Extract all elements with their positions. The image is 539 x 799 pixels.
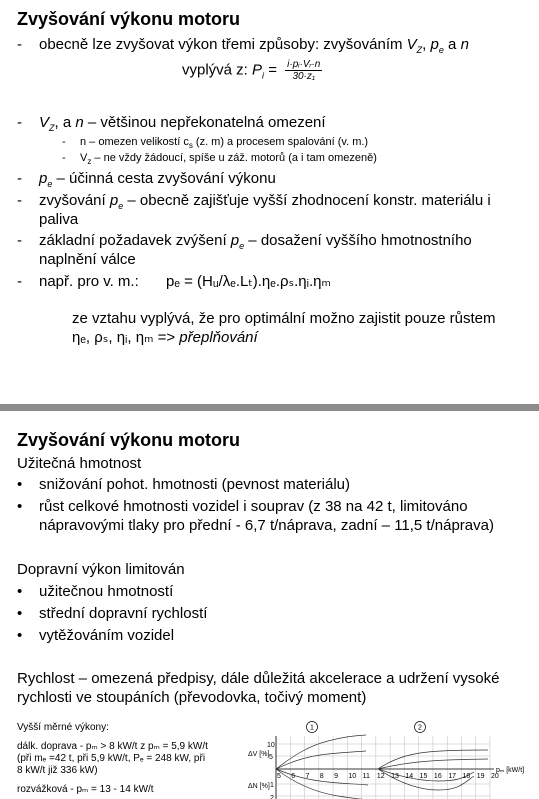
bullet-1-text: obecně lze zvyšovat výkon třemi způsoby: zvyšováním xyxy=(39,36,407,53)
var-pe-sub: e xyxy=(118,201,124,211)
x-tick-label: 17 xyxy=(448,773,456,780)
marker-label: 1 xyxy=(310,724,314,732)
x-tick-label: 12 xyxy=(376,773,385,780)
x-tick-label: 10 xyxy=(348,773,357,780)
var-pe-sub: e xyxy=(438,45,444,55)
dash-marker: - xyxy=(17,114,22,131)
bullet-marker: • xyxy=(17,583,23,600)
sub-2-text: V xyxy=(80,152,88,164)
x-tick-label: 18 xyxy=(462,773,471,780)
lower-y-label: ΔN [%] xyxy=(248,783,270,790)
power-formula xyxy=(182,59,322,82)
series-line xyxy=(276,751,366,769)
var-vz: V xyxy=(406,36,417,53)
bullet-6-text: např. pro v. m.: xyxy=(39,273,139,290)
y-tick-label: 10 xyxy=(267,742,275,749)
section-1-title: Užitečná hmotnost xyxy=(17,455,142,472)
x-tick-label: 7 xyxy=(305,773,310,780)
var-vz-sub: Z xyxy=(49,123,55,133)
list-item-text: růst celkové hmotnosti vozidel i souprav (z 38 na 42 t, limitováno xyxy=(39,498,468,515)
var-pe: p xyxy=(230,232,240,249)
var-pe-sub: e xyxy=(47,179,53,189)
var-pe: p xyxy=(39,170,48,187)
x-tick-label: 8 xyxy=(319,773,324,780)
dash-marker: - xyxy=(17,170,22,187)
y-tick-label: 2 xyxy=(270,795,274,799)
x-tick-label: 6 xyxy=(291,773,296,780)
small-line-1: dálk. doprava - pₘ > 8 kW/t z pₘ = 5,9 kW/t xyxy=(17,741,208,752)
section-2-title: Dopravní výkon limitován xyxy=(17,561,185,578)
bullet-marker: • xyxy=(17,476,23,493)
small-title: Vyšší měrné výkony: xyxy=(17,722,109,733)
y-tick-label: 5 xyxy=(269,754,273,761)
x-tick-label: 15 xyxy=(419,773,428,780)
x-tick-label: 19 xyxy=(476,773,485,780)
y-tick-label: 1 xyxy=(270,782,274,789)
bullet-5-continued: naplnění válce xyxy=(39,251,136,268)
list-item-text: vytěžováním vozidel xyxy=(39,627,175,644)
slide-divider xyxy=(0,404,539,411)
formula-numerator: i·pᵢ·Vᵣ·n xyxy=(287,59,321,70)
dash-marker: - xyxy=(17,36,22,53)
bullet-4-continued: paliva xyxy=(39,211,79,228)
var-n: n xyxy=(460,36,469,53)
formula-lhs: P xyxy=(252,61,263,79)
formula-denominator: 30·z₁ xyxy=(292,71,316,82)
conclusion xyxy=(72,309,496,328)
sub-1-rest: (z. m) a procesem spalování (v. m.) xyxy=(192,136,369,148)
x-axis-label: pₘ [kW/t] xyxy=(496,767,525,774)
bullet-marker: • xyxy=(17,605,23,622)
conclusion-line-2: ηₑ, ρₛ, ηᵢ, ηₘ => xyxy=(72,329,180,346)
formula-eq: = xyxy=(264,61,282,79)
conclusion-2 xyxy=(72,328,258,347)
formula-fraction xyxy=(285,59,322,82)
var-pe: p xyxy=(430,36,439,53)
bullet-5-text: základní požadavek zvýšení xyxy=(39,232,231,249)
formula-lhs-sub: i xyxy=(262,70,265,81)
sub-1-sub: s xyxy=(188,141,193,151)
bullet-marker: • xyxy=(17,627,23,644)
power-chart xyxy=(248,714,538,799)
x-tick-label: 9 xyxy=(334,773,338,780)
bullet-marker: • xyxy=(17,498,23,515)
small-line-4: rozvážková - pₘ = 13 - 14 kW/t xyxy=(17,784,154,795)
dash-marker: - xyxy=(17,273,22,290)
bullet-5-rest: – dosažení vyššího hmotnostního xyxy=(244,232,472,249)
bullet-4-text: zvyšování xyxy=(39,192,110,209)
slide-2 xyxy=(0,411,539,799)
bullet-3-text: – účinná cesta zvyšování výkonu xyxy=(52,170,276,187)
x-tick-label: 16 xyxy=(433,773,442,780)
x-tick-label: 14 xyxy=(405,773,414,780)
var-n: n xyxy=(75,114,84,131)
list-item-text: střední dopravní rychlostí xyxy=(39,605,208,622)
x-tick-label: 11 xyxy=(362,773,370,780)
var-vz: V xyxy=(39,114,50,131)
marker-label: 2 xyxy=(418,724,422,732)
sub-2-sub: z xyxy=(87,157,92,167)
and-text: a xyxy=(443,36,461,53)
bullet-2-text: – většinou nepřekonatelná omezení xyxy=(83,114,326,131)
conclusion-emphasis: přeplňování xyxy=(179,329,258,346)
x-tick-label: 20 xyxy=(491,773,499,780)
slide-1: Zvyšování výkonu motoru - obecně lze zvyšovat výkon třemi způsoby: zvyšováním $V_Z$, $p_e$ a n vyplývá z: $P_i$ = $\frac{\text{i·pᵢ·Vᵣ·n}}{\text{30·z₁}}$ - $V_Z$, a n – většinou nepřekonatelná omezení - n – omezen velikostí $c_s$ (z. m) a procesem spalování (v. m.) - $V_z$ – ne vždy žádoucí, spíše u záž. motorů (a i tam omezeně) - $p_e$ – účinná cesta zvyšování výkonu - zvyšování $p_e$ – obecně zajišťuje vyšší zhodnocení konstr. materiálu i paliva - základní požadavek zvýšení $p_e$ – dosažení vyššího hmotnostního naplnění válce - např. pro v. m.: pₑ = (Hᵤ/λₑ.Lₜ).ηₑ.ρₛ.ηᵢ.ηₘ ze vztahu vyplývá, že pro optimální možno zajistit pouze růstem ηₑ, ρₛ, ηᵢ, ηₘ => přeplňování xyxy=(0,0,539,404)
var-vz-sub: Z xyxy=(416,45,423,55)
dash-marker: - xyxy=(62,136,66,148)
small-line-2: (při mₑ =42 t, při 5,9 kW/t, Pₑ = 248 kW, při xyxy=(17,753,206,764)
x-tick-label: 5 xyxy=(277,773,281,780)
var-pe: p xyxy=(109,192,119,209)
x-tick-label: 13 xyxy=(391,773,399,780)
dash-marker: - xyxy=(62,152,66,164)
bullet-4-rest: – obecně zajišťuje vyšší zhodnocení konstr. materiálu i xyxy=(123,192,491,209)
conclusion-line-1: ze vztahu vyplývá, že pro optimální možno zajistit pouze růstem xyxy=(72,310,496,327)
sub-2-rest: – ne vždy žádoucí, spíše u záž. motorů (a i tam omezeně) xyxy=(91,152,377,164)
slide-1-title: Zvyšování výkonu motoru xyxy=(17,9,241,29)
var-pe-sub: e xyxy=(239,241,245,251)
chart-labels xyxy=(248,722,524,799)
upper-y-label: ΔV [%] xyxy=(248,751,270,758)
list-item-text: nápravovými tlaky pro přední - 6,7 t/náprava, zadní – 11,5 t/náprava) xyxy=(39,517,494,534)
sub-1-text: n – omezen velikostí c xyxy=(80,136,189,148)
list-item-text: užitečnou hmotností xyxy=(39,583,174,600)
mean-pressure-formula: pₑ = (Hᵤ/λₑ.Lₜ).ηₑ.ρₛ.ηᵢ.ηₘ xyxy=(166,273,331,290)
dash-marker: - xyxy=(17,192,22,209)
section-3-line-1: Rychlost – omezená předpisy, dále důležitá akcelerace a udržení vysoké xyxy=(17,670,500,687)
list-item-text: snižování pohot. hmotnosti (pevnost materiálu) xyxy=(39,476,350,493)
formula-lead: vyplývá z: xyxy=(182,61,253,79)
chart-lines xyxy=(276,735,488,799)
section-3-line-2: rychlosti ve stoupáních (převodovka, točivý moment) xyxy=(17,689,367,706)
small-line-3: 8 kW/t již 336 kW) xyxy=(17,765,98,776)
dash-marker: - xyxy=(17,232,22,249)
bullet-2-mid: , a xyxy=(54,114,76,131)
slide-2-title: Zvyšování výkonu motoru xyxy=(17,430,241,450)
